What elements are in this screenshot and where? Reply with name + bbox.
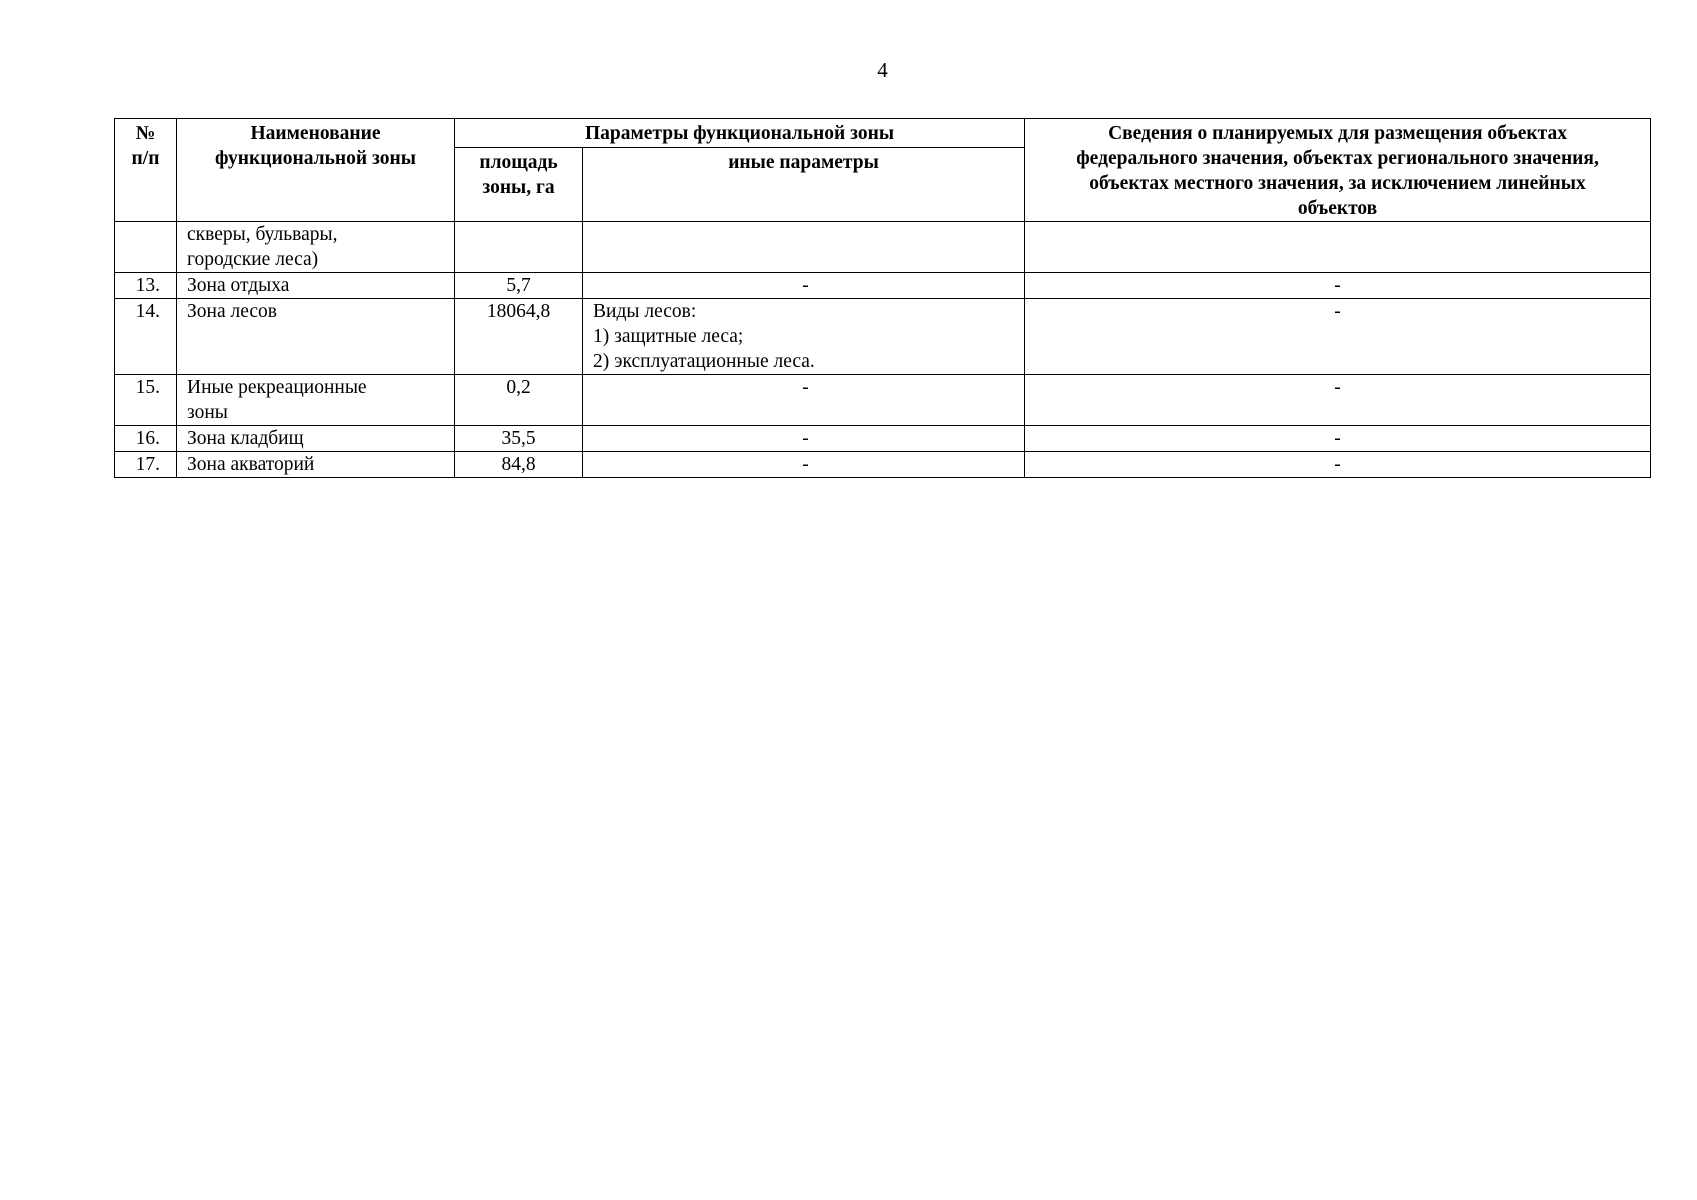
zone-name-line: Зона отдыха: [187, 275, 290, 296]
header-other-parameters: иные параметры: [583, 148, 1025, 222]
zone-name-line: Зона лесов: [187, 301, 277, 322]
row-number: 15.: [115, 375, 177, 426]
other-parameter-line: 2) эксплуатационные леса.: [593, 351, 815, 372]
zone-planned-objects: -: [1025, 452, 1651, 478]
functional-zones-table: [114, 118, 1651, 478]
table-row: [115, 222, 1651, 273]
table-row: [115, 375, 1651, 426]
zone-planned-objects: -: [1025, 375, 1651, 426]
zone-name: [177, 273, 455, 299]
zone-other-parameters: [583, 299, 1025, 375]
zone-name-line: Иные рекреационные: [187, 377, 367, 398]
zone-planned-objects: [1025, 222, 1651, 273]
row-number: 16.: [115, 426, 177, 452]
row-number: 13.: [115, 273, 177, 299]
header-number: [115, 119, 177, 222]
zone-area: 35,5: [455, 426, 583, 452]
zone-name-line: Зона акваторий: [187, 454, 315, 475]
zone-other-parameters: -: [583, 375, 1025, 426]
zone-name-line: зоны: [187, 402, 228, 423]
page-number: 4: [877, 58, 888, 82]
zone-area: 5,7: [455, 273, 583, 299]
header-zone-name-line: Наименование: [250, 123, 381, 144]
header-area: [455, 148, 583, 222]
zone-name-line: городские леса): [187, 249, 319, 270]
zone-planned-objects: -: [1025, 299, 1651, 375]
zone-name-line: скверы, бульвары,: [187, 224, 338, 245]
other-parameter-line: 1) защитные леса;: [593, 326, 744, 347]
table-row: [115, 452, 1651, 478]
table-body: [115, 222, 1651, 478]
zone-name-line: Зона кладбищ: [187, 428, 304, 449]
zone-name: [177, 222, 455, 273]
header-planned-objects: [1025, 119, 1651, 222]
zone-area: 0,2: [455, 375, 583, 426]
table-header: [115, 119, 1651, 222]
header-area-line: площадь: [479, 152, 558, 173]
header-objects-line: Сведения о планируемых для размещения объектах: [1108, 123, 1567, 144]
zone-other-parameters: -: [583, 426, 1025, 452]
header-row-1: [115, 119, 1651, 148]
header-number-line: п/п: [131, 148, 160, 169]
zone-name: [177, 299, 455, 375]
header-zone-name-line: функциональной зоны: [215, 148, 416, 169]
zone-other-parameters: [583, 222, 1025, 273]
zone-planned-objects: -: [1025, 426, 1651, 452]
zone-planned-objects: -: [1025, 273, 1651, 299]
zone-other-parameters: -: [583, 273, 1025, 299]
zone-area: 84,8: [455, 452, 583, 478]
header-objects-line: федерального значения, объектах регионального значения,: [1076, 148, 1599, 169]
header-area-line: зоны, га: [482, 177, 555, 198]
header-zone-name: [177, 119, 455, 222]
zone-area: [455, 222, 583, 273]
zone-other-parameters: -: [583, 452, 1025, 478]
header-objects-line: объектов: [1297, 198, 1378, 219]
header-objects-line: объектах местного значения, за исключением линейных: [1089, 173, 1586, 194]
table-row: [115, 299, 1651, 375]
header-number-line: №: [135, 123, 156, 144]
zone-name: [177, 426, 455, 452]
row-number: 14.: [115, 299, 177, 375]
table-row: [115, 273, 1651, 299]
zone-area: 18064,8: [455, 299, 583, 375]
table-row: [115, 426, 1651, 452]
row-number: [115, 222, 177, 273]
zone-name: [177, 375, 455, 426]
zone-name: [177, 452, 455, 478]
row-number: 17.: [115, 452, 177, 478]
other-parameter-line: Виды лесов:: [593, 301, 697, 322]
header-zone-parameters: Параметры функциональной зоны: [455, 119, 1025, 148]
